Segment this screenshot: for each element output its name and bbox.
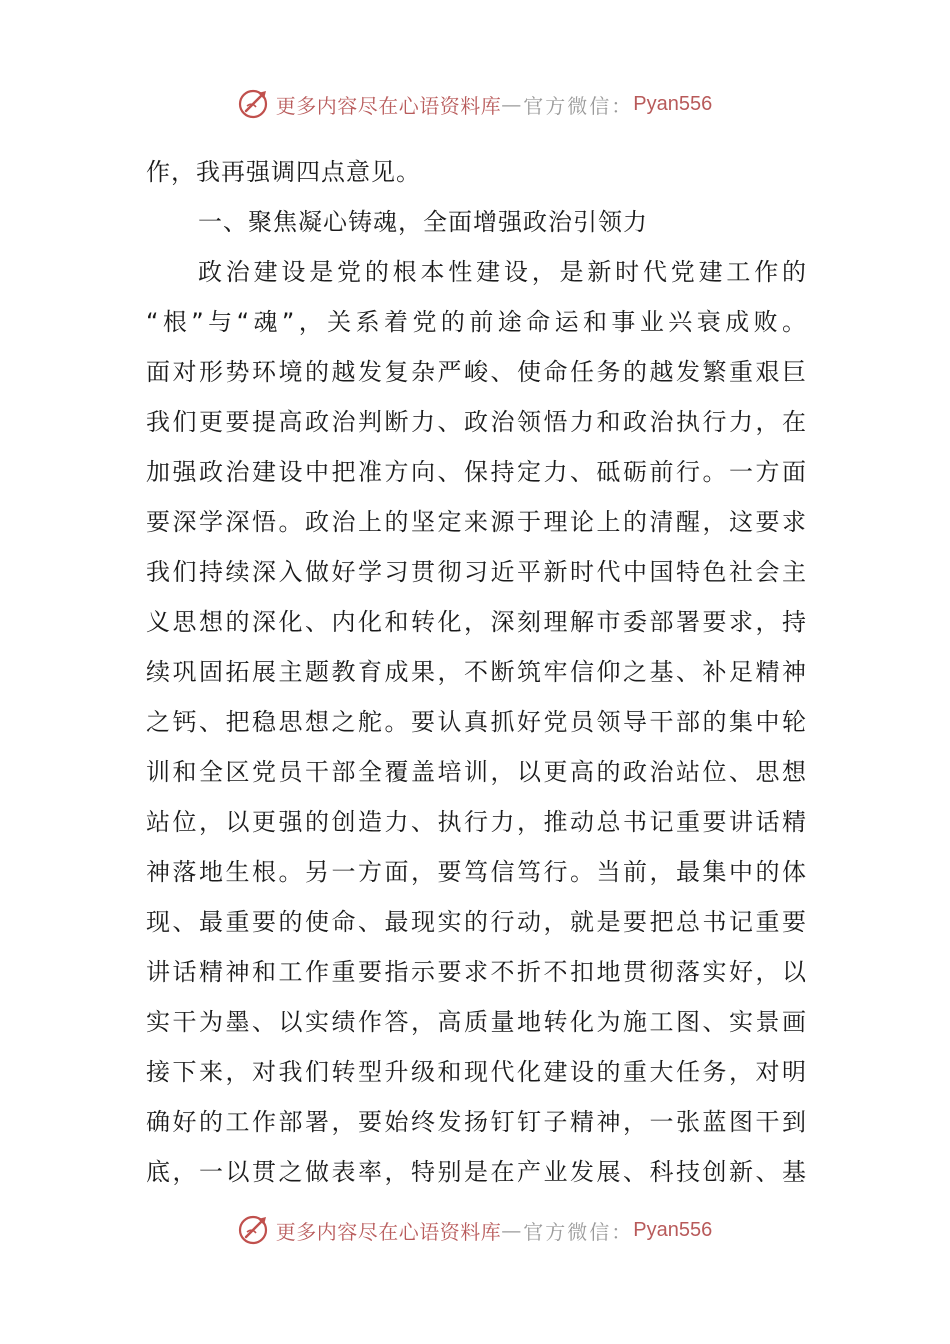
body-line: 站位，以更强的创造力、执行力，推动总书记重要讲话精 bbox=[146, 808, 806, 836]
body-line: 讲话精神和工作重要指示要求不折不扣地贯彻落实好，以 bbox=[146, 958, 806, 986]
body-line: 神落地生根。另一方面，要笃信笃行。当前，最集中的体 bbox=[146, 858, 806, 886]
body-line: 现、最重要的使命、最现实的行动，就是要把总书记重要 bbox=[146, 908, 806, 936]
pen-logo-icon bbox=[238, 1213, 272, 1247]
header-separator: — bbox=[501, 92, 524, 116]
body-line: 实干为墨、以实绩作答，高质量地转化为施工图、实景画 bbox=[146, 1008, 806, 1036]
section-heading: 一、聚焦凝心铸魂，全面增强政治引领力 bbox=[198, 208, 648, 236]
body-line: 面对形势环境的越发复杂严峻、使命任务的越发繁重艰巨 bbox=[146, 358, 806, 386]
body-line: 作，我再强调四点意见。 bbox=[146, 158, 421, 186]
pen-logo-icon bbox=[238, 87, 272, 121]
body-line: 我们持续深入做好学习贯彻习近平新时代中国特色社会主 bbox=[146, 558, 806, 586]
footer-separator: — bbox=[501, 1218, 524, 1242]
header-brand-text: 更多内容尽在心语资料库 bbox=[275, 93, 502, 118]
body-line: 训和全区党员干部全覆盖培训，以更高的政治站位、思想 bbox=[146, 758, 806, 786]
footer-watermark bbox=[0, 1210, 950, 1250]
body-line: 加强政治建设中把准方向、保持定力、砥砺前行。一方面 bbox=[146, 458, 806, 486]
body-line: “根”与“魂”，关系着党的前途命运和事业兴衰成败。 bbox=[146, 308, 806, 336]
body-line: 之钙、把稳思想之舵。要认真抓好党员领导干部的集中轮 bbox=[146, 708, 806, 736]
footer-wechat-id: Pyan556 bbox=[633, 1218, 713, 1241]
header-wechat-label: 官方微信： bbox=[523, 93, 634, 118]
header-watermark bbox=[0, 84, 950, 124]
body-line: 续巩固拓展主题教育成果，不断筑牢信仰之基、补足精神 bbox=[146, 658, 806, 686]
body-line: 接下来，对我们转型升级和现代化建设的重大任务，对明 bbox=[146, 1058, 806, 1086]
body-line: 我们更要提高政治判断力、政治领悟力和政治执行力，在 bbox=[146, 408, 806, 436]
footer-wechat-label: 官方微信： bbox=[523, 1219, 634, 1244]
footer-brand-text: 更多内容尽在心语资料库 bbox=[275, 1219, 502, 1244]
body-line: 底，一以贯之做表率，特别是在产业发展、科技创新、基 bbox=[146, 1158, 806, 1186]
body-line: 要深学深悟。政治上的坚定来源于理论上的清醒，这要求 bbox=[146, 508, 806, 536]
document-body bbox=[146, 147, 806, 1197]
header-wechat-id: Pyan556 bbox=[633, 92, 713, 115]
body-line: 确好的工作部署，要始终发扬钉钉子精神，一张蓝图干到 bbox=[146, 1108, 806, 1136]
body-line: 政治建设是党的根本性建设，是新时代党建工作的 bbox=[198, 258, 806, 286]
body-line: 义思想的深化、内化和转化，深刻理解市委部署要求，持 bbox=[146, 608, 806, 636]
